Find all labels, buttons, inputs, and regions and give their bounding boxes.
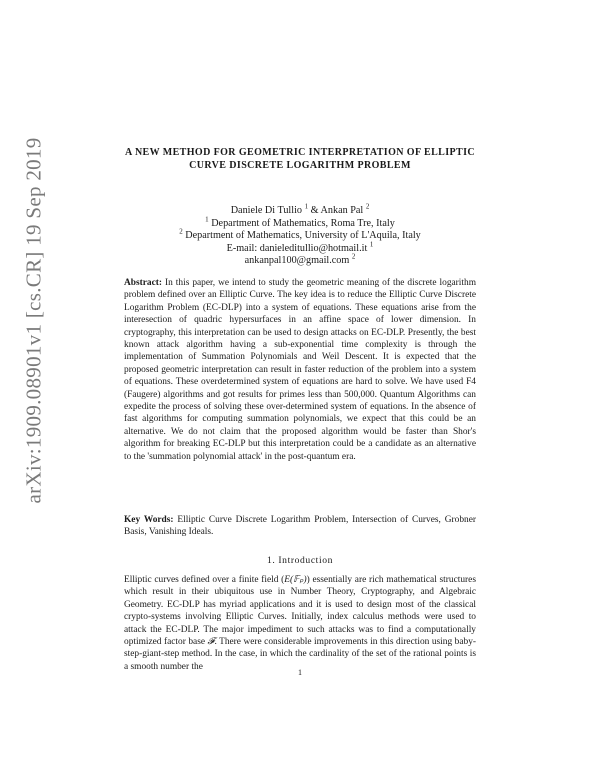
title-line-1: A NEW METHOD FOR GEOMETRIC INTERPRETATION OF ELLIPTIC <box>124 147 476 158</box>
affiliation-2-text: Department of Mathematics, University of L'Aquila, Italy <box>185 230 421 241</box>
arxiv-stamp <box>18 60 50 580</box>
author-2-mark: 2 <box>365 202 370 211</box>
section-heading: 1. Introduction <box>266 555 334 566</box>
keywords <box>124 514 476 539</box>
email-1-mark: 1 <box>369 240 374 249</box>
paper-title <box>122 146 478 172</box>
author-1-mark: 1 <box>304 202 309 211</box>
email-line-2 <box>150 252 450 268</box>
intro-text-2: ) essentially are rich mathematical structures which result in their ubiquitous use in Number Theory, Cryptography, and Algebraic Geometry. EC-DLP has myriad applications and it is used to design most of the classical crypto-systems involving Elliptic Curves. Initially, index calculus methods were used to attack the EC-DLP. The major impediment to such attacks was to find a computationally optimized factor base <box>124 575 476 648</box>
abstract-label: Abstract: <box>124 278 163 288</box>
intro-paragraph <box>124 574 476 673</box>
affiliation-1-mark: 1 <box>205 215 209 224</box>
author-2: Ankan Pal <box>320 205 364 216</box>
intro-math: E(𝔽ₚ) <box>284 575 307 585</box>
abstract <box>124 277 476 463</box>
affiliation-2 <box>150 227 450 243</box>
intro-factor-base: 𝓕 <box>207 637 215 648</box>
email-1: E-mail: danieleditullio@hotmail.it <box>226 242 368 254</box>
author-separator: & <box>308 205 321 216</box>
keywords-text: Elliptic Curve Discrete Logarithm Problem, Intersection of Curves, Grobner Basis, Vanishing Ideals. <box>124 515 476 538</box>
page-number: 1 <box>298 668 302 677</box>
intro-text-3: . There were considerable improvements in this direction using baby-step-giant-step method. In the case, in which the cardinality of the set of the rational points is a smooth number the <box>124 637 477 672</box>
author-1: Daniele Di Tullio <box>230 205 303 216</box>
email-2: ankanpal100@gmail.com <box>244 255 350 266</box>
email-line-1 <box>150 240 450 256</box>
author-block <box>150 202 450 268</box>
intro-text-1: Elliptic curves defined over a finite field ( <box>124 575 285 585</box>
arxiv-id: arXiv:1909.08901v1 [cs.CR] 19 Sep 2019 <box>21 136 46 504</box>
title-line-2: CURVE DISCRETE LOGARITHM PROBLEM <box>189 160 411 171</box>
abstract-text: In this paper, we intend to study the geometric meaning of the discrete logarithm problem defined over an Elliptic Curve. The key idea is to reduce the Elliptic Curve Discrete Logarithm Problem (EC-DLP) into a system of equations. These equations arise from the interesection of quadric hypersurfaces in an affine space of lower dimension. In cryptography, this interpretation can be used to design attacks on EC-DLP. Presently, the best known attack algorithm having a sub-exponential time complexity is through the implementation of Summation Polynomials and Weil Descent. It is expected that the proposed geometric interpretation can result in faster reduction of the problem into a system of equations. These overdetermined system of equations are hard to solve. We have used F4 (Faugere) algorithms and got results for primes less than 500,000. Quantum Algorithms can expedite the process of solving these over-determined system of equations. In the absence of fast algorithms for computing summation polynomials, we expect that this could be an alternative. We do not claim that the proposed algorithm would be faster than Shor's algorithm for breaking EC-DLP but this interpretation could be a candidate as an alternative to the 'summation polynomial attack' in the post-quantum era. <box>124 278 476 462</box>
affiliation-2-mark: 2 <box>179 227 183 236</box>
author-names <box>150 202 450 218</box>
affiliation-1-text: Department of Mathematics, Roma Tre, Italy <box>211 217 395 229</box>
affiliation-1 <box>150 215 450 231</box>
keywords-label: Key Words: <box>124 515 174 525</box>
email-2-mark: 2 <box>351 252 356 261</box>
